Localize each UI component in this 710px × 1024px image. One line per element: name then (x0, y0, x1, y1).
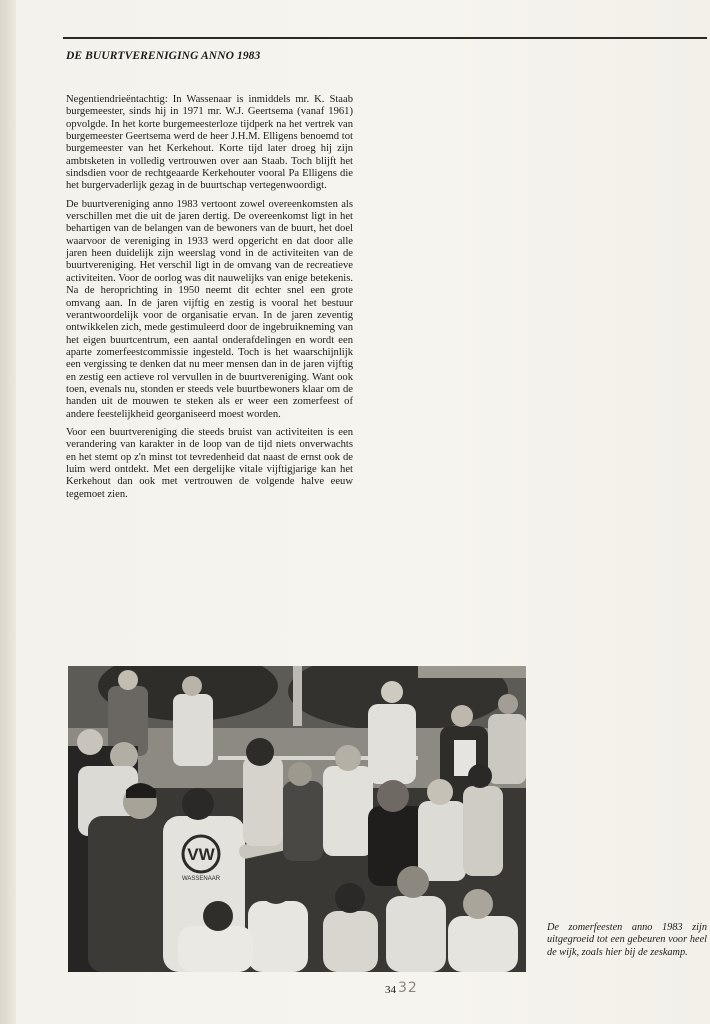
page-spine-shadow (0, 0, 16, 1024)
header-rule (63, 37, 707, 39)
article-paragraph-3: Voor een buurtvereniging die steeds bruist van activiteiten is een verandering van karakter in de loop van de tijd niets onverwachts en het stemt op z'n minst tot tevredenheid dat naast de ernst ook de luim werd ontdekt. Met een dergelijke vitale vijftigjarige kan het Kerkehout dan ook met vertrouwen de volgende halve eeuw tegemoet zien. (66, 426, 353, 500)
article-paragraph-1: Negentiendrieëntachtig: In Wassenaar is inmiddels mr. K. Staab burgemeester, sinds hij in 1971 mr. W.J. Geertsema (vanaf 1961) opvolgde. In het korte burgemeesterloze tijdperk na het vertrek van burgemeester Geertsema werd de heer J.H.M. Elligens benoemd tot burgemeester van het Kerkehout. Korte tijd later droeg hij zijn ambtsketen in volledig vertrouwen over aan Staab. Toch blijft het sindsdien voor de rechtgeaarde Kerkehouter vooral Pa Elligens die het burgervaderlijk gezag in de buurtschap vertegenwoordigt. (66, 94, 353, 192)
svg-text:VW: VW (187, 845, 215, 864)
article-body (66, 94, 353, 507)
photo-caption: De zomerfeesten anno 1983 zijn uitgegroeid tot een gebeuren voor heel de wijk, zoals hier bij de zeskamp. (547, 922, 707, 958)
crowd-photo (68, 666, 526, 972)
page-number: 34 (385, 984, 396, 996)
crowd-photo-illustration (68, 666, 526, 972)
article-paragraph-2: De buurtvereniging anno 1983 vertoont zowel overeenkomsten als verschillen met die uit de jaren dertig. De overeenkomst ligt in het behartigen van de belangen van de bewoners van de buurt, het doel waarvoor de vereniging in 1933 werd opgericht en dat door alle jaren heen duidelijk zijn weerslag vond in de activiteiten van de buurtvereniging. Het verschil ligt in de omvang van de recreatieve activiteiten. Voor de oorlog was dit nauwelijks van enige betekenis. Na de heroprichting in 1950 neemt dit echter snel een grote omvang aan. In de jaren vijftig en zestig is vooral het bestuur verantwoordelijk voor de organisatie ervan. In de jaren zeventig ontwikkelen zich, mede gestimuleerd door de ingebruikneming van het eigen buurtcentrum, een aantal onderafdelingen en wordt een aparte zomerfeestcommissie ingesteld. Toch is het waarschijnlijk een vergissing te denken dat nu meer mensen dan in de jaren vijftig en zestig een actieve rol vervullen in de buurtvereniging. Want ook toen, evenals nu, stonden er steeds vele buurtbewoners klaar om de handen uit de mouwen te steken als er weer een zomerfeest of andere feestelijkheid georganiseerd moest worden. (66, 198, 353, 420)
handwritten-page-number: 32 (398, 980, 418, 996)
shirt-text: WASSENAAR (181, 876, 221, 882)
section-title: DE BUURTVERENIGING ANNO 1983 (66, 50, 261, 62)
